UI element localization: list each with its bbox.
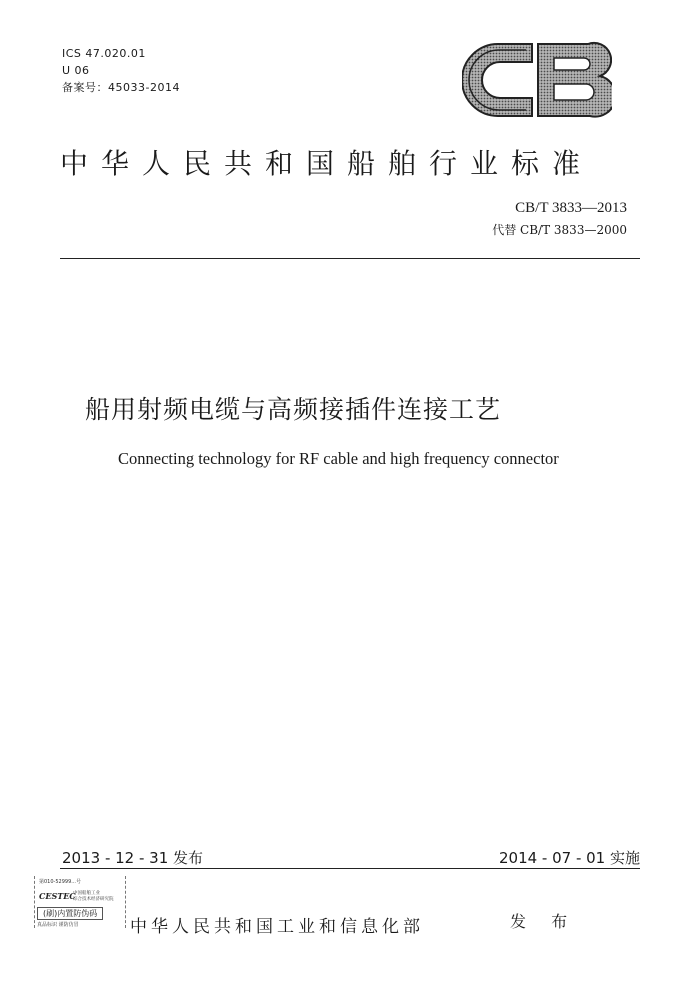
anti-counterfeit-sticker — [34, 876, 126, 928]
implementation-date: 2014 - 07 - 01 实施 — [498, 849, 640, 867]
sticker-org: 中国船舶工业 综合技术经济研究院 — [73, 891, 114, 902]
standard-code: CB/T 3833—2013 — [515, 200, 627, 216]
ccs-code: U 06 — [62, 64, 90, 77]
publish-label: 发 布 — [510, 912, 578, 931]
sticker-serial: 第010-52999...号 — [39, 879, 82, 885]
sticker-note: 真品标识 谨防仿冒 — [37, 922, 79, 928]
top-divider — [60, 258, 640, 259]
issue-date: 2013 - 12 - 31 发布 — [62, 849, 204, 867]
sticker-seal: (刷)内置防伪码 — [37, 907, 103, 920]
bottom-divider — [60, 868, 640, 869]
document-title-cn: 船用射频电缆与高频接插件连接工艺 — [85, 395, 502, 424]
publisher-name: 中华人民共和国工业和信息化部 — [130, 917, 424, 937]
standard-title: 中华人民共和国船舶行业标准 — [60, 147, 594, 180]
logo-text: CB — [462, 40, 464, 41]
sticker-brand: CESTEC — [39, 891, 76, 901]
cb-logo-icon — [462, 40, 612, 120]
document-title-en: Connecting technology for RF cable and high frequency connector — [118, 449, 559, 468]
ics-code: ICS 47.020.01 — [62, 47, 146, 60]
filing-number: 备案号：45033-2014 — [62, 81, 180, 94]
replaces-standard: 代替 CB/T 3833—2000 — [492, 223, 627, 237]
